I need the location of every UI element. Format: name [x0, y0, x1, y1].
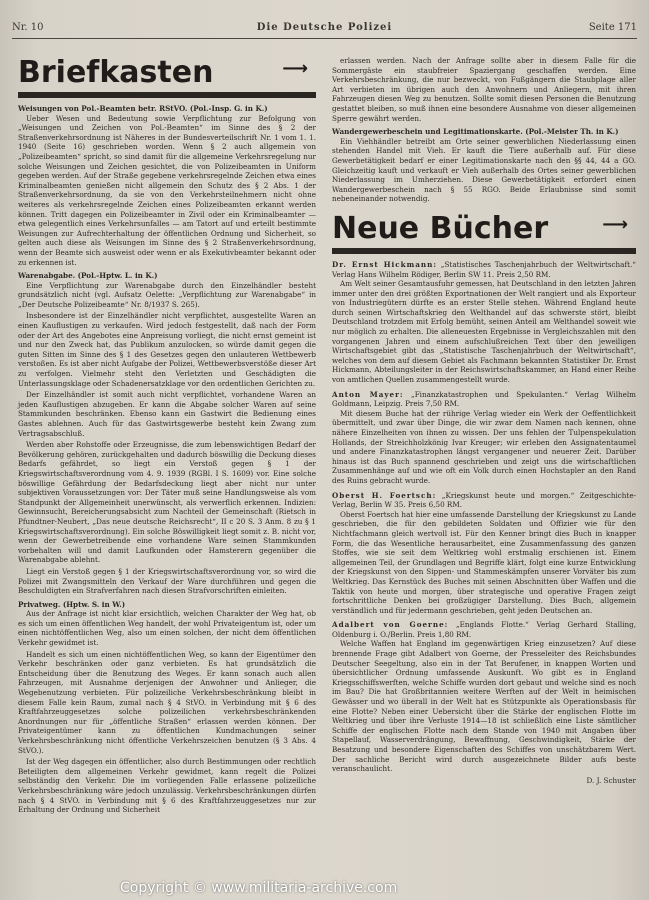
briefkasten-title: Briefkasten — [18, 55, 214, 90]
section-heading: Weisungen von Pol.-Beamten betr. RStVO. (Pol.-Insp. G. in K.) — [18, 104, 268, 113]
right-column — [332, 56, 636, 785]
review-author: Oberst H. Foertsch: — [332, 490, 437, 500]
paragraph: erlassen werden. Nach der Anfrage sollte aber in diesem Falle für die Sommergäste ein staubfreier Spaziergang geschaffen werden. Eine Verkehrsbeschränkung, die nur bezweckt, von Fußgängern die Staubplage aller Art verbieten im übrigen auch den Anwohnern und Anliegern, mit ihren Fahrzeugen diesen Weg zu benutzen. Sollte somit diesen Personen die Benutzung gestattet bleiben, so muß ihnen eine besondere Ausnahme von dieser allgemeinen Sperre gewährt werden. — [332, 56, 636, 123]
issue-number: Nr. 10 — [12, 22, 44, 33]
section-heading: Wandergewerbeschein und Legitimationskarte. (Pol.-Meister Th. in K.) — [332, 127, 619, 137]
review-title: „Finanzkatastrophen und Spekulanten.“ Verlag Wilhelm Goldmann, Leipzig. Preis 7,50 RM. — [332, 389, 636, 409]
review-text: Oberst Foertsch hat hier eine umfassende Darstellung der Kriegskunst zu Lande geschrieben, die für den gebildeten Soldaten und Offizier wie für den Nichtfachmann gleich wertvoll ist. Für den Kenner bringt dies Buch in knapper Form, die das Wesentliche herausarbeitet, eine Zusammenfassung des ganzen Stoffes, wie sie seit dem Weltkrieg wohl erstmalig erschienen ist. Einem allgemeinen Teil, der Grundlagen und Begriffe klärt, folgt eine kurze Entwicklung der Kriegskunst von den Sippen- und Stammeskämpfen unserer Vorväter bis zum Weltkrieg. Das Kernstück des Buches mit seinen Abschnitten über Waffen und die Taktik von heute und morgen, über strategische und operative Fragen zeigt fortschrittliche Denken bei großzügiger Darstellung. Dies Buch, allgemein verständlich und für jedermann geschrieben, geht jeden Deutschen an. — [332, 509, 636, 615]
paragraph: Insbesondere ist der Einzelhändler nicht verpflichtet, ausgestellte Waren an einen Kauflustigen zu verkaufen. Wird jedoch festgestellt, daß nach der Form oder der Art des Angebotes eine Anpreisung vorliegt, die nicht ernst gemeint ist und nur den Zweck hat, das Publikum anzulocken, so würde damit gegen die guten Sitten im Sinne des § 1 des Gesetzes gegen den unlauteren Wettbewerb verstoßen. Es ist aber nicht Aufgabe der Polizei, Wettbewerbsverstöße dieser Art zu verfolgen. Vielmehr steht den Verletzten und Geschädigten die Unterlassungsklage oder Schadenersatzklage vor den ordentlichen Gerichten zu. — [18, 311, 316, 388]
briefkasten-banner — [18, 56, 316, 98]
review-author: Adalbert von Goerne: — [332, 620, 449, 630]
book-review — [332, 390, 636, 409]
section-heading: Warenabgabe. (Pol.-Hptw. L. in K.) — [18, 271, 158, 281]
book-review — [332, 620, 636, 639]
header-rule — [12, 38, 637, 39]
paragraph: Eine Verpflichtung zur Warenabgabe durch den Einzelhändler besteht grundsätzlich nicht (vgl. Aufsatz Oelette: „Verpflichtung zur Warenabgabe“ in „Der Deutsche Polizeibeamte“ Nr. 8/1937 S. 265). — [18, 280, 316, 309]
review-author: Dr. Ernst Hickmann: — [332, 259, 437, 269]
paragraph: Der Einzelhändler ist somit auch nicht verpflichtet, vorhandene Waren an jeden Kauflustigen abzugeben. Er kann die Abgabe solcher Waren auf seine Stammkunden beschränken. Ebenso kann ein Gastwirt die Bedienung eines Gastes ablehnen. Auch für das Gastwirtsgewerbe besteht kein Zwang zum Vertragsabschluß. — [18, 390, 316, 438]
paragraph: Ein Viehhändler betreibt am Orte seiner gewerblichen Niederlassung einen stehenden Handel mit Vieh. Er kauft die Tiere außerhalb auf. Für diese Gewerbetätigkeit bedarf er einer Legitimationskarte nach den §§ 44, 44 a GO. Gleichzeitig kauft und verkauft er Vieh außerhalb des Ortes seiner gewerblichen Niederlassung im Umherziehen. Diese Gewerbetätigkeit erfordert einen Wandergewerbeschein nach § 55 RGO. Beide Erlaubnisse sind somit nebeneinander notwendig. — [332, 136, 636, 204]
review-text: Mit diesem Buche hat der rührige Verlag wieder ein Werk der Oeffentlichkeit übermittelt, und zwar über Dinge, die wir zwar dem Namen nach kennen, ohne nähere Einzelheiten von ihnen zu wissen. Der uns fehlen der Tulpenspekulation Hollands, der Streichholzkönig Ivar Kreuger; wir erleben den Assignatentaumel und andere Finanzkatastrophen längst vergangener und neuerer Zeit. Darüber hinaus ist das Buch spannend geschrieben und zeigt uns die wirtschaftlichen Zusammenhänge auf und wie oft ein Volk durch einen Hochstapler an den Rand des Ruins gebracht wurde. — [332, 408, 636, 485]
magazine-title: Die Deutsche Polizei — [256, 22, 393, 33]
paragraph: Liegt ein Verstoß gegen § 1 der Kriegswirtschaftsverordnung vor, so wird die Polizei mit Zwangsmitteln den Verkauf der Ware durchführen und gegen die Beschuldigten ein Strafverfahren nach diesen Strafvorschriften einleiten. — [18, 566, 316, 596]
review-text: Welche Waffen hat England im gegenwärtigen Krieg einzusetzen? Auf diese brennende Frage gibt Adalbert von Goerne, der Presseleiter des Reichsbundes Deutscher Seegeltung, also ein in der Tat Berufener, in knappen Worten und übersichtlicher Ordnung umfassende Auskunft. Wo gibt es in England Kriegsschiffswerften, welche Schiffe wurden dort gebaut und welche sind es noch im Bau? Die hat Großbritannien weitere Werften auf der Welt in heimischen Gewässer und wo überall in der Welt hat es Stützpunkte als Operationsbasis für eine Flotte? Neben einer Uebersicht über die Stärke der englischen Flotte im Weltkrieg und über ihre Verluste 1914—18 ist schließlich eine Liste sämtlicher Schiffe der englischen Flotte nach dem Stande von 1940 mit Angaben über Stapellauf, Wasserverdrängung, Bewaffnung, Geschwindigkeit, Stärke der Besatzung und besondere Eigenschaften des Schiffes von unschätzbarem Wert. Der sachliche Bericht wird durch ausgezeichnete Bilder aufs beste veranschaulicht. — [332, 639, 636, 774]
page-number: Seite 171 — [588, 22, 637, 33]
neue-buecher-title: Neue Bücher — [332, 210, 549, 246]
neue-buecher-banner — [332, 212, 636, 254]
book-review — [332, 491, 636, 510]
paragraph: Ist der Weg dagegen ein öffentlicher, also durch Bestimmungen oder rechtlich Beteiligten dem allgemeinen Verkehr gewidmet, kann regelt die Polizei selbständig den Verkehr. Die im vorliegenden Falle erlassene polizeiliche Verkehrsbeschränkung wäre jedoch unzulässig. Verkehrsbeschränkungen dürfen nach § 4 StVO. in Verbindung mit § 6 des Kraftfahrzeuggesetzes nur zur Erhaltung der Ordnung und Sicherheit — [18, 757, 316, 815]
book-review — [332, 260, 636, 279]
review-title: „Kriegskunst heute und morgen.“ Zeitgeschichte-Verlag, Berlin W 35. Preis 6,50 RM. — [332, 490, 637, 510]
paragraph: Werden aber Rohstoffe oder Erzeugnisse, die zum lebenswichtigen Bedarf der Bevölkerung gehören, zurückgehalten und dadurch böswillig die Deckung dieses Bedarfs gefährdet, so liegt ein Verstoß gegen § 1 der Kriegswirtschaftsverordnung vom 4. 9. 1939 (RGBl. I S. 1609) vor. Eine solche böswillige Gefährdung der Bedarfsdeckung liegt aber nicht nur unter subjektiven Voraussetzungen vor: Der Täter muß seine Handlungsweise als vom Standpunkt der Allgemeinheit unerwünscht, als verwerflich erkennen. Indizien: Gewinnsucht, Bereicherungsabsicht zum Nachteil der Gemeinschaft (Rietsch in Pfundtner-Neubert, „Das neue deutsche Reichsrecht“, II c 20 S. 3 Anm. 8 zu § 1 Kriegswirtschaftsverordnung). Ein solche Böswilligkeit liegt somit z. B. nicht vor, wenn der Gewerbetreibende eine vorhandene Ware seinen Stammkunden vorbehalten will und damit Laufkunden oder Hamsterern gegenüber die Warenabgabe ablehnt. — [18, 440, 316, 565]
paragraph: Aus der Anfrage ist nicht klar ersichtlich, welchen Charakter der Weg hat, ob es sich um einen öffentlichen Weg handelt, der wohl Privateigentum ist, oder um einen nichtöffentlichen Weg, also um einen solchen, der nicht dem öffentlichen Verkehr gewidmet ist. — [18, 609, 316, 648]
paragraph: Ueber Wesen und Bedeutung sowie Verpflichtung zur Befolgung von „Weisungen und Zeichen von Pol.-Beamten“ im Sinne des § 2 der Straßenverkehrsordnung ist Näheres in der Bundesverteilschrift Nr. 1 vom 1. 1. 1940 (Seite 16) geschrieben worden. Wenn § 2 auch allgemein von „Polizeibeamten“ spricht, so sind damit für die allgemeine Verkehrsregelung nur solche Weisungen und Zeichen gesichtet, die von Polizeibeamten in Uniform gegeben werden. Auf der Straße gegebene verkehrsregelnde Zeichen etwa eines Kriminalbeamten genießen nicht allgemein den Schutz des § 2 Abs. 1 der Straßenverkehrsordnung, da sie von den Verkehrsteilnehmern nicht ohne weiteres als verkehrsregelnde Zeichen eines Polizeibeamten erkannt werden können. Tritt dagegen ein Polizeibeamter in Zivil oder ein Kriminalbeamter — etwa gelegentlich eines Verkehrsunfalles — am Tatort auf und erteilt bestimmte Weisungen zur Aufrechterhaltung der öffentlichen Ordnung und Sicherheit, so gelten auch diese als Weisungen im Sinne des § 2 Straßenverkehrsordnung, wenn der Beamte sich ausweist oder wenn er als Exekutivbeamter bekannt oder zu erkennen ist. — [18, 113, 316, 267]
review-title: „Englands Flotte.“ Verlag Gerhard Stalling, Oldenburg i. O./Berlin. Preis 1,80 RM. — [332, 620, 636, 639]
copyright-watermark: Copyright © www.militaria-archive.com — [120, 880, 398, 896]
review-title: „Statistisches Taschenjahrbuch der Weltwirtschaft.“ Verlag Hans Wilhelm Rödiger, Berlin SW 11. Preis 2,50 RM. — [332, 259, 636, 279]
running-head — [12, 22, 637, 40]
review-text: Am Welt seiner Gesamtausfuhr gemessen, hat Deutschland in den letzten Jahren immer unter den drei größten Exportnationen der Welt rangiert und als Exporteur von Industriegütern dürfte es an erster Stelle stehen. Während England heute durch seinen Wirtschaftskrieg den Welthandel auf das schwerste stört, bleibt Deutschland trotzdem mit Erfolg bemüht, seinen Anteil am Welthandel soweit wie nur möglich zu erhalten. Die alleneuesten Ergebnisse in Vergleichszahlen mit den vorgangenen Jahren und einem aufschlußreichen Text über den jeweiligen Wirtschaftsgebiet gibt das „Statistische Taschenjahrbuch der Weltwirtschaft“, welches von dem auf diesem Gebiet als Fachmann bekannten Statistiker Dr. Ernst Hickmann, Abteilungsleiter in der Reichswirtschaftskammer, an Hand einer Reihe von amtlichen Quellen zusammengestellt wurde. — [332, 279, 636, 385]
decorative-arrow-icon: ⟶ — [282, 58, 308, 79]
review-author: Anton Mayer: — [332, 389, 404, 399]
review-signature: D. J. Schuster — [586, 775, 636, 785]
section-heading: Privatweg. (Hptw. S. in W.) — [18, 599, 126, 609]
decorative-arrow-icon: ⟶ — [602, 213, 628, 235]
left-column — [18, 56, 316, 817]
paragraph: Handelt es sich um einen nichtöffentlichen Weg, so kann der Eigentümer den Verkehr beschränken oder ganz verbieten. Es hat grundsätzlich die Entscheidung über die Benutzung des Weges. Er kann sonach auch allen Fahrzeugen, mit Ausnahme derjenigen der Anwohner und Anlieger, die Wegebenutzung verbieten. Für polizeiliche Verkehrsbeschränkung bleibt in diesem Falle kein Raum, zumal nach § 4 StVO. in Verbindung mit § 6 des Kraftfahrzeuggesetzes solche polizeilichen verkehrsbeschränkenden Anordnungen nur für „öffentliche Straßen“ erlassen werden können. Der Privateigentümer kann zu öffentlichen Kundmachungen seiner Verkehrsbeschränkung nicht öffentliche Verkehrszeichen benutzen (§ 3 Abs. 4 StVO.). — [18, 649, 316, 755]
